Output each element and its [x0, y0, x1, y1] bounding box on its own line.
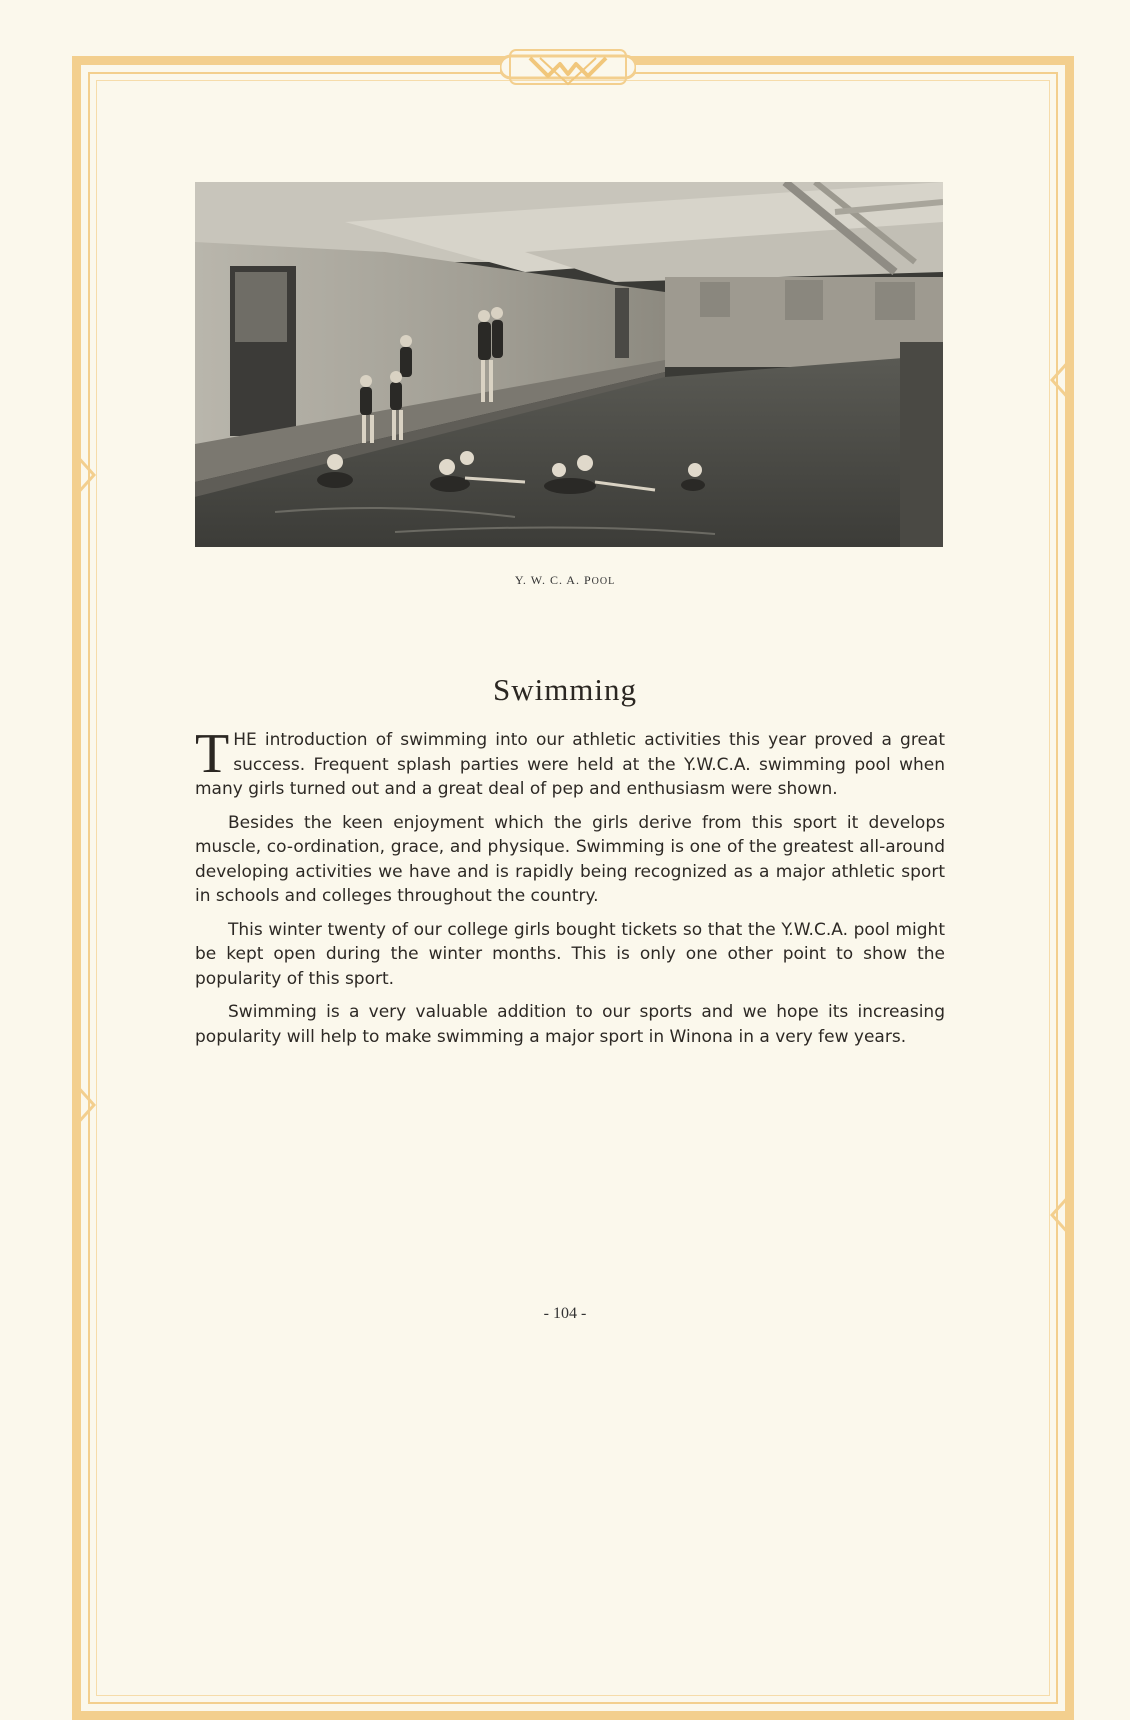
pool-photograph [195, 182, 943, 547]
paragraph-3: This winter twenty of our college girls bought tickets so that the Y.W.C.A. pool might be kept open during the winter months. This is only one other point to show the popularity of this sport. [195, 919, 945, 989]
photo-caption [0, 573, 1130, 588]
drop-cap: T [195, 723, 230, 785]
article-body [195, 723, 945, 1058]
right-border-notch-lower [1050, 1195, 1072, 1235]
paragraph-4: Swimming is a very valuable addition to our sports and we hope its increasing popularity will help to make swimming a major sport in Winona in a very few years. [195, 1002, 945, 1047]
left-border-notch-lower [74, 1085, 96, 1125]
paragraph-1 [195, 723, 945, 802]
paragraph-1-text: HE introduction of swimming into our athletic activities this year proved a great success. Frequent splash parties were held at the Y.W.C.A. swimming pool when many girls turned out and a great deal of pep and enthusiasm were shown. [195, 730, 945, 799]
top-border-ornament [500, 44, 636, 90]
photo-caption-main: Y. W. C. A. P [514, 573, 592, 587]
right-border-notch [1050, 360, 1072, 400]
page-title: Swimming [492, 672, 638, 707]
page-number: - 104 - [543, 1305, 587, 1322]
paragraph-2: Besides the keen enjoyment which the girls derive from this sport it develops muscle, co-ordination, grace, and physique. Swimming is one of the greatest all-around developing activities we have and is rapidly being recognized as a major athletic sport in schools and colleges throughout the country. [195, 812, 945, 906]
photo-caption-smallcaps: OOL [591, 576, 616, 587]
left-border-notch [74, 455, 96, 495]
